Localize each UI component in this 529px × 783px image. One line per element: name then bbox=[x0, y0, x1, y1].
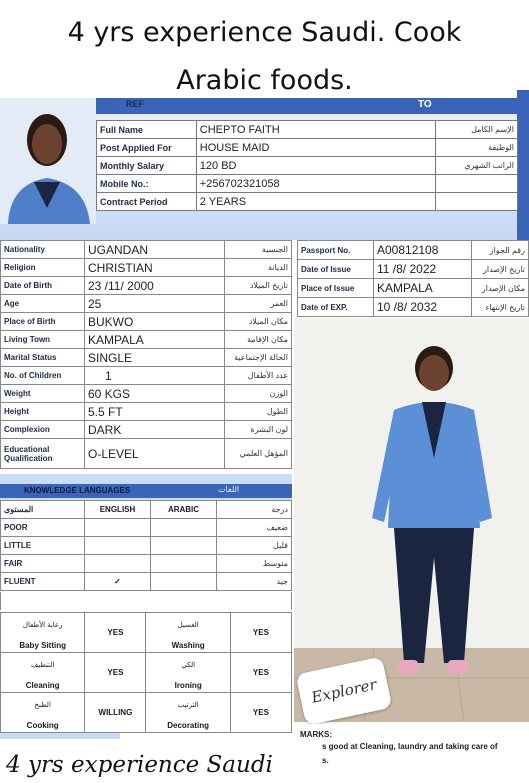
arabic-mark bbox=[151, 537, 217, 555]
skill-cell bbox=[1, 693, 85, 733]
table-row bbox=[1, 367, 292, 385]
table-row bbox=[97, 175, 518, 193]
skill-label-arabic: رعاية الأطفال bbox=[22, 622, 63, 629]
table-row bbox=[1, 403, 292, 421]
table-row bbox=[97, 193, 518, 211]
field-value: 60 KGS bbox=[85, 385, 225, 403]
skill-label: Cleaning bbox=[25, 681, 60, 690]
field-value: 23 /11/ 2000 bbox=[85, 277, 225, 295]
table-row bbox=[97, 157, 518, 175]
level-label-arabic: جيد bbox=[217, 573, 292, 591]
footer-caption bbox=[0, 744, 294, 783]
headshot-photo bbox=[0, 98, 96, 224]
field-label: Place of Birth bbox=[1, 313, 85, 331]
skill-label: Baby Sitting bbox=[19, 641, 66, 650]
table-row bbox=[1, 349, 292, 367]
field-label-arabic: الوزن bbox=[225, 385, 292, 403]
field-value: O-LEVEL bbox=[85, 439, 225, 469]
field-value: DARK bbox=[85, 421, 225, 439]
personal-details-table bbox=[0, 240, 292, 469]
field-label: Height bbox=[1, 403, 85, 421]
table-row bbox=[1, 613, 292, 653]
field-value: 11 /8/ 2022 bbox=[374, 260, 472, 279]
languages-title-arabic: اللغات bbox=[218, 485, 240, 494]
languages-title: KNOWLEDGE LANGUAGES bbox=[24, 486, 131, 495]
field-label-arabic: الوظيفة bbox=[436, 139, 518, 157]
field-value: BUKWO bbox=[85, 313, 225, 331]
level-label: FAIR bbox=[1, 555, 85, 573]
field-value: 120 BD bbox=[196, 157, 435, 175]
english-mark bbox=[85, 519, 151, 537]
field-label: Weight bbox=[1, 385, 85, 403]
skill-label-arabic: الغسيل bbox=[177, 622, 199, 629]
skill-label: Decorating bbox=[167, 721, 210, 730]
remarks-text: s good at Cleaning, laundry and taking care of bbox=[322, 742, 498, 751]
table-row bbox=[298, 260, 529, 279]
field-value: A00812108 bbox=[374, 241, 472, 260]
field-label-arabic: الإسم الكامل bbox=[436, 121, 518, 139]
table-row bbox=[1, 259, 292, 277]
table-row bbox=[97, 139, 518, 157]
field-value: 10 /8/ 2032 bbox=[374, 298, 472, 317]
table-row bbox=[1, 537, 292, 555]
table-row bbox=[1, 277, 292, 295]
english-mark: ✓ bbox=[85, 573, 151, 591]
field-value: 25 bbox=[85, 295, 225, 313]
field-value: 2 YEARS bbox=[196, 193, 435, 211]
field-value: CHEPTO FAITH bbox=[196, 121, 435, 139]
table-row bbox=[1, 295, 292, 313]
field-value: KAMPALA bbox=[85, 331, 225, 349]
skill-label-arabic: الترتيب bbox=[177, 702, 199, 709]
field-label: Religion bbox=[1, 259, 85, 277]
field-value: 1 bbox=[85, 367, 225, 385]
skill-label-arabic: الطبخ bbox=[34, 702, 51, 709]
table-row bbox=[1, 693, 292, 733]
table-row bbox=[1, 555, 292, 573]
field-value: CHRISTIAN bbox=[85, 259, 225, 277]
table-row bbox=[298, 298, 529, 317]
field-label-arabic: العمر bbox=[225, 295, 292, 313]
skill-answer: YES bbox=[230, 613, 291, 653]
banner-line-1: 4 yrs experience Saudi. Cook bbox=[67, 17, 462, 48]
table-row bbox=[1, 331, 292, 349]
field-label: Date of Birth bbox=[1, 277, 85, 295]
full-body-photo bbox=[294, 318, 529, 722]
field-label: Contract Period bbox=[97, 193, 197, 211]
previous-country-bar bbox=[0, 733, 120, 739]
table-row bbox=[1, 439, 292, 469]
level-label-arabic: قليل bbox=[217, 537, 292, 555]
field-value: UGANDAN bbox=[85, 241, 225, 259]
arabic-mark bbox=[151, 519, 217, 537]
level-label: POOR bbox=[1, 519, 85, 537]
passport-details-table bbox=[297, 240, 529, 317]
field-value: HOUSE MAID bbox=[196, 139, 435, 157]
ref-label: REF bbox=[126, 99, 144, 109]
skill-label-arabic: التنظيف bbox=[30, 662, 55, 669]
footer-text: 4 yrs experience Saudi bbox=[6, 752, 273, 778]
field-label-arabic: الحالة الإجتماعية bbox=[225, 349, 292, 367]
field-label: Date of EXP. bbox=[298, 298, 374, 317]
skill-label: Ironing bbox=[174, 681, 202, 690]
field-label-arabic: الديانة bbox=[225, 259, 292, 277]
skill-cell bbox=[1, 653, 85, 693]
header-bar bbox=[96, 98, 518, 114]
field-label: Full Name bbox=[97, 121, 197, 139]
table-row bbox=[97, 121, 518, 139]
table-row bbox=[1, 519, 292, 537]
field-label-arabic: لون البشرة bbox=[225, 421, 292, 439]
skill-answer: WILLING bbox=[85, 693, 146, 733]
skill-label: Cooking bbox=[26, 721, 59, 730]
field-label-arabic: عدد الأطفال bbox=[225, 367, 292, 385]
skill-answer: YES bbox=[230, 693, 291, 733]
column-header-arabic: ARABIC bbox=[151, 501, 217, 519]
field-label-arabic: مكان الإقامة bbox=[225, 331, 292, 349]
table-row bbox=[1, 313, 292, 331]
column-header-english: ENGLISH bbox=[85, 501, 151, 519]
level-label: LITTLE bbox=[1, 537, 85, 555]
field-label-arabic: الراتب الشهري bbox=[436, 157, 518, 175]
field-label-arabic: مكان الإصدار bbox=[472, 279, 529, 298]
field-label: Passport No. bbox=[298, 241, 374, 260]
field-value: 5.5 FT bbox=[85, 403, 225, 421]
skill-cell bbox=[146, 613, 230, 653]
field-label-arabic: الطول bbox=[225, 403, 292, 421]
field-value: KAMPALA bbox=[374, 279, 472, 298]
field-label-arabic: رقم الجواز bbox=[472, 241, 529, 260]
field-label-arabic: الجنسية bbox=[225, 241, 292, 259]
field-label-arabic: تاريخ الإصدار bbox=[472, 260, 529, 279]
level-label-arabic: ضعيف bbox=[217, 519, 292, 537]
field-label-arabic: مكان الميلاد bbox=[225, 313, 292, 331]
table-row bbox=[298, 241, 529, 260]
skill-answer: YES bbox=[230, 653, 291, 693]
arabic-mark bbox=[151, 555, 217, 573]
languages-table bbox=[0, 500, 292, 591]
table-row bbox=[1, 573, 292, 591]
level-label-arabic: متوسط bbox=[217, 555, 292, 573]
field-label: Post Applied For bbox=[97, 139, 197, 157]
remarks-box bbox=[294, 724, 529, 764]
field-label-arabic bbox=[436, 193, 518, 211]
field-label: Date of Issue bbox=[298, 260, 374, 279]
column-header-level-arabic: درجة bbox=[217, 501, 292, 519]
languages-header bbox=[0, 484, 292, 498]
field-label: No. of Children bbox=[1, 367, 85, 385]
level-header-arabic: المستوى bbox=[4, 505, 34, 514]
skills-table bbox=[0, 612, 292, 733]
table-row bbox=[1, 501, 292, 519]
field-label-arabic: المؤهل العلمي bbox=[225, 439, 292, 469]
field-label: Educational Qualification bbox=[1, 439, 85, 469]
field-label: Living Town bbox=[1, 331, 85, 349]
field-label: Complexion bbox=[1, 421, 85, 439]
applicant-summary-table bbox=[96, 120, 518, 211]
field-label-arabic bbox=[436, 175, 518, 193]
skill-cell bbox=[146, 693, 230, 733]
english-mark bbox=[85, 537, 151, 555]
field-label: Monthly Salary bbox=[97, 157, 197, 175]
english-mark bbox=[85, 555, 151, 573]
remarks-label: MARKS: bbox=[300, 730, 332, 739]
field-label: Nationality bbox=[1, 241, 85, 259]
table-row bbox=[1, 653, 292, 693]
field-label-arabic: تاريخ الإنتهاء bbox=[472, 298, 529, 317]
right-accent-bar bbox=[517, 90, 529, 240]
field-value: SINGLE bbox=[85, 349, 225, 367]
skill-cell bbox=[146, 653, 230, 693]
field-label: Mobile No.: bbox=[97, 175, 197, 193]
field-label-arabic: تاريخ الميلاد bbox=[225, 277, 292, 295]
table-row bbox=[1, 421, 292, 439]
skill-label-arabic: الكي bbox=[181, 662, 196, 669]
table-row bbox=[298, 279, 529, 298]
skill-label: Washing bbox=[171, 641, 205, 650]
table-row bbox=[1, 241, 292, 259]
table-row bbox=[1, 385, 292, 403]
section-spacer bbox=[0, 592, 292, 610]
explorer-badge: Explorer bbox=[296, 656, 393, 725]
field-value: +256702321058 bbox=[196, 175, 435, 193]
to-label: TO bbox=[418, 99, 432, 110]
banner-line-2: Arabic foods. bbox=[176, 65, 353, 96]
skill-answer: YES bbox=[85, 613, 146, 653]
field-label: Age bbox=[1, 295, 85, 313]
field-label: Place of Issue bbox=[298, 279, 374, 298]
arabic-mark bbox=[151, 573, 217, 591]
level-label: FLUENT bbox=[1, 573, 85, 591]
skill-answer: YES bbox=[85, 653, 146, 693]
remarks-text-continued: s. bbox=[322, 756, 329, 765]
skill-cell bbox=[1, 613, 85, 653]
banner bbox=[0, 0, 529, 98]
column-header bbox=[1, 501, 85, 519]
field-label: Marital Status bbox=[1, 349, 85, 367]
